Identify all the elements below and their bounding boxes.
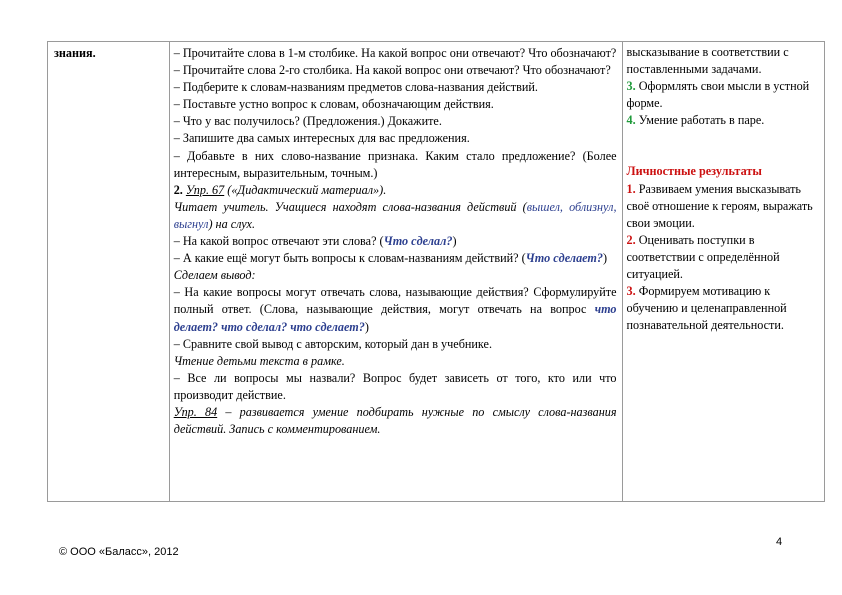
activity-line: – Поставьте устно вопрос к словам, обозначающим действия. <box>173 97 494 112</box>
stage-label: знания. <box>54 46 96 60</box>
result-line: высказывание в соответствии с поставленными задачами. <box>626 45 789 77</box>
activity-line: Читает учитель. Учащиеся находят слова-названия действий (вышел, облизнул, выгнул) на слух. <box>173 199 617 231</box>
activity-line: Чтение детьми текста в рамке. <box>173 353 345 368</box>
lesson-table <box>47 41 825 502</box>
column-results <box>623 42 824 501</box>
activity-line: – Запишите два самых интересных для вас предложения. <box>173 131 470 146</box>
result-item: 4. Умение работать в паре. <box>626 113 765 128</box>
conclusion-heading: Сделаем вывод: <box>173 268 256 283</box>
column-stage <box>48 42 170 501</box>
activity-line: – Прочитайте слова в 1-м столбике. На какой вопрос они отвечают? Что обозначают? <box>173 46 617 60</box>
exercise-ref: 2. Упр. 67 («Дидактический материал»). <box>173 182 387 197</box>
exercise-link[interactable]: Упр. 84 <box>173 404 218 419</box>
activity-line: – Сравните свой вывод с авторским, который дан в учебнике. <box>173 336 493 351</box>
activity-line: – Прочитайте слова 2-го столбика. На какой вопрос они отвечают? Что обозначают? <box>173 63 611 78</box>
result-item: 3. Оформлять свои мысли в устной форме. <box>626 79 810 111</box>
column-activities <box>170 42 623 501</box>
copyright-footer: © ООО «Баласс», 2012 <box>59 546 179 558</box>
page-number: 4 <box>776 536 783 548</box>
activity-line: – А какие ещё могут быть вопросы к словам-названиям действий? (Что сделает?) <box>173 251 608 266</box>
exercise-link[interactable]: Упр. 67 <box>185 182 225 197</box>
exercise-ref: Упр. 84 – развивается умение подбирать нужные по смыслу слова-названия действий. Запись с комментированием. <box>173 404 617 437</box>
activity-line: – На какие вопросы могут отвечать слова, называющие действия? Сформулируйте полный ответ. (Слова, называющие действия, могут отвечать на вопрос что делает? что сделал? что сделает?) <box>173 285 617 334</box>
activity-line: – На какой вопрос отвечают эти слова? (Что сделал?) <box>173 234 457 249</box>
result-item: 1. Развиваем умения высказывать своё отношение к героям, выражать свои эмоции. <box>626 181 813 230</box>
result-item: 3. Формируем мотивацию к обучению и целенаправленной познавательной деятельности. <box>626 284 787 333</box>
activity-line: – Что у вас получилось? (Предложения.) Докажите. <box>173 114 442 129</box>
activity-line: – Все ли вопросы мы назвали? Вопрос будет зависеть от того, кто или что производит действие. <box>173 370 617 402</box>
activity-line: – Подберите к словам-названиям предметов слова-названия действий. <box>173 80 538 95</box>
activity-line: – Добавьте в них слово-название признака. Каким стало предложение? (Более интересным, выразительным, точным.) <box>173 148 617 180</box>
result-item: 2. Оценивать поступки в соответствии с определённой ситуацией. <box>626 232 780 282</box>
personal-results-heading: Личностные результаты <box>626 164 762 179</box>
